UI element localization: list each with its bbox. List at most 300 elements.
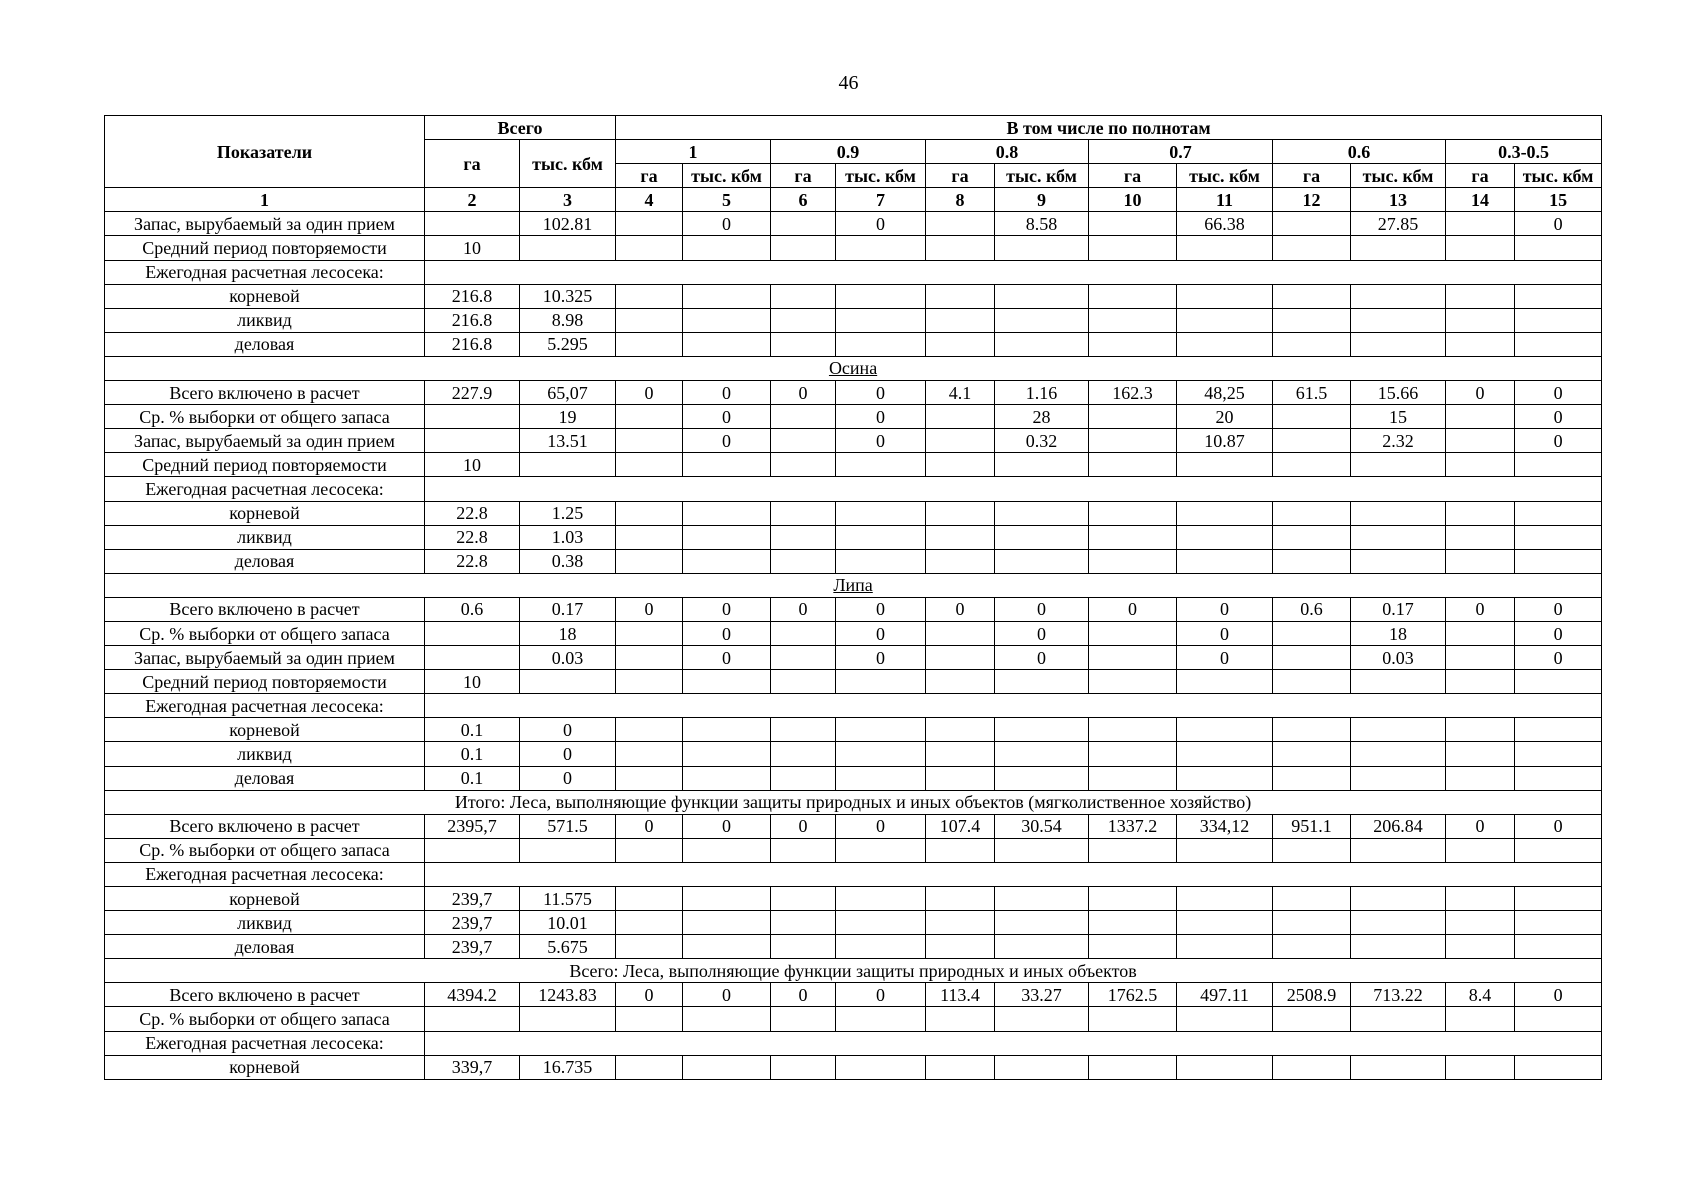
column-number-cell: 2 <box>425 188 520 212</box>
table-cell: 33.27 <box>995 983 1089 1007</box>
section-title <box>105 356 1602 380</box>
table-cell: 27.85 <box>1351 212 1446 236</box>
table-cell <box>1351 718 1446 742</box>
table-row <box>105 260 1602 284</box>
table-cell <box>1089 621 1177 645</box>
table-cell: 113.4 <box>926 983 995 1007</box>
table-cell: 206.84 <box>1351 814 1446 838</box>
table-cell <box>1089 501 1177 525</box>
table-cell <box>995 911 1089 935</box>
table-cell: 10 <box>425 236 520 260</box>
table-cell: 0 <box>1515 646 1602 670</box>
table-cell <box>836 766 926 790</box>
table-cell <box>1446 911 1515 935</box>
table-cell <box>1273 670 1351 694</box>
table-header <box>105 116 1602 188</box>
table-cell <box>683 911 771 935</box>
table-cell <box>616 549 683 573</box>
table-cell: 0.32 <box>995 429 1089 453</box>
table-cell <box>1446 670 1515 694</box>
table-cell <box>771 525 836 549</box>
table-cell <box>1515 1055 1602 1079</box>
header-density: 1 <box>616 140 771 164</box>
header-indicators: Показатели <box>105 116 425 188</box>
table-cell <box>995 525 1089 549</box>
table-cell <box>1446 742 1515 766</box>
table-cell <box>616 742 683 766</box>
row-label: корневой <box>105 718 425 742</box>
table-cell <box>1515 935 1602 959</box>
table-cell <box>926 549 995 573</box>
table-cell <box>1177 525 1273 549</box>
table-cell <box>1351 501 1446 525</box>
row-label: Ежегодная расчетная лесосека: <box>105 477 425 501</box>
table-cell <box>1446 212 1515 236</box>
table-cell <box>1177 887 1273 911</box>
table-cell <box>836 549 926 573</box>
table-cell <box>683 935 771 959</box>
table-cell: 0 <box>683 429 771 453</box>
table-cell <box>926 332 995 356</box>
table-cell: 15.66 <box>1351 381 1446 405</box>
table-cell <box>1351 453 1446 477</box>
table-cell <box>520 236 616 260</box>
table-row <box>105 501 1602 525</box>
table-cell <box>683 501 771 525</box>
table-cell <box>1177 332 1273 356</box>
table-cell: 13.51 <box>520 429 616 453</box>
table-cell <box>1446 887 1515 911</box>
table-cell: 22.8 <box>425 549 520 573</box>
table-cell <box>926 405 995 429</box>
table-cell <box>683 1055 771 1079</box>
table-cell: 5.295 <box>520 332 616 356</box>
table-cell <box>425 260 1602 284</box>
table-cell: 239,7 <box>425 887 520 911</box>
table-cell: 0 <box>836 814 926 838</box>
table-cell: 0.1 <box>425 718 520 742</box>
table-cell <box>1177 284 1273 308</box>
table-cell <box>616 766 683 790</box>
table-cell <box>926 1055 995 1079</box>
table-cell <box>836 1007 926 1031</box>
table-cell <box>771 236 836 260</box>
table-cell <box>1446 501 1515 525</box>
table-cell: 48,25 <box>1177 381 1273 405</box>
table-cell <box>1351 236 1446 260</box>
table-cell <box>1446 525 1515 549</box>
section-label: Осина <box>828 358 878 379</box>
table-cell <box>1446 1007 1515 1031</box>
table-cell <box>1273 525 1351 549</box>
header-ha: га <box>616 164 683 188</box>
table-cell <box>1446 621 1515 645</box>
column-number-cell: 1 <box>105 188 425 212</box>
header-density: 0.3-0.5 <box>1446 140 1602 164</box>
table-cell <box>1351 838 1446 862</box>
table-cell: 0 <box>683 597 771 621</box>
table-cell <box>1515 670 1602 694</box>
table-cell <box>1177 501 1273 525</box>
table-cell <box>1515 549 1602 573</box>
section-title <box>105 790 1602 814</box>
column-number-cell: 5 <box>683 188 771 212</box>
table-cell: 0 <box>616 814 683 838</box>
row-label: Средний период повторяемости <box>105 236 425 260</box>
table-cell <box>771 453 836 477</box>
table-cell: 2.32 <box>1351 429 1446 453</box>
table-cell <box>926 429 995 453</box>
table-cell <box>520 670 616 694</box>
table-cell <box>683 766 771 790</box>
column-number-cell: 4 <box>616 188 683 212</box>
table-cell <box>1273 621 1351 645</box>
row-label: ликвид <box>105 525 425 549</box>
table-cell <box>926 1007 995 1031</box>
table-cell: 2395,7 <box>425 814 520 838</box>
section-row <box>105 959 1602 983</box>
table-cell <box>616 1007 683 1031</box>
table-row <box>105 332 1602 356</box>
table-cell <box>1351 525 1446 549</box>
table-cell: 61.5 <box>1273 381 1351 405</box>
table-cell <box>1515 838 1602 862</box>
table-cell <box>425 621 520 645</box>
table-cell: 0.17 <box>1351 597 1446 621</box>
table-row <box>105 308 1602 332</box>
table-cell: 0 <box>926 597 995 621</box>
table-cell <box>1089 308 1177 332</box>
column-number-cell: 15 <box>1515 188 1602 212</box>
table-row <box>105 597 1602 621</box>
table-cell <box>1446 766 1515 790</box>
table-cell <box>616 332 683 356</box>
table-cell <box>1089 1055 1177 1079</box>
column-number-cell: 11 <box>1177 188 1273 212</box>
table-cell <box>995 838 1089 862</box>
table-cell <box>683 887 771 911</box>
table-cell: 0 <box>616 983 683 1007</box>
table-cell: 0 <box>1177 621 1273 645</box>
table-cell: 0.38 <box>520 549 616 573</box>
row-label: Всего включено в расчет <box>105 381 425 405</box>
table-cell <box>771 284 836 308</box>
table-cell <box>771 501 836 525</box>
table-cell <box>425 646 520 670</box>
table-cell: 571.5 <box>520 814 616 838</box>
table-cell: 0.1 <box>425 742 520 766</box>
table-cell: 0 <box>683 983 771 1007</box>
table-cell <box>1089 646 1177 670</box>
table-cell: 713.22 <box>1351 983 1446 1007</box>
table-cell <box>1515 308 1602 332</box>
table-cell <box>1089 838 1177 862</box>
table-cell <box>1273 718 1351 742</box>
table-cell <box>616 670 683 694</box>
row-label: ликвид <box>105 308 425 332</box>
table-cell: 10.01 <box>520 911 616 935</box>
table-cell <box>926 501 995 525</box>
table-cell <box>1089 670 1177 694</box>
table-cell <box>771 935 836 959</box>
table-cell <box>1089 887 1177 911</box>
table-cell <box>1089 212 1177 236</box>
table-cell <box>1515 887 1602 911</box>
table-cell <box>1273 742 1351 766</box>
table-cell <box>1089 405 1177 429</box>
table-row <box>105 236 1602 260</box>
table-cell <box>1515 236 1602 260</box>
table-cell <box>1351 1007 1446 1031</box>
table-cell <box>1351 284 1446 308</box>
table-cell <box>683 453 771 477</box>
table-cell <box>1351 670 1446 694</box>
table-cell <box>1273 911 1351 935</box>
table-cell <box>1089 718 1177 742</box>
table-cell <box>995 766 1089 790</box>
header-volume: тыс. кбм <box>1515 164 1602 188</box>
table-cell <box>771 838 836 862</box>
table-cell <box>683 284 771 308</box>
table-cell: 0 <box>683 814 771 838</box>
table-row <box>105 381 1602 405</box>
table-cell <box>836 332 926 356</box>
table-cell <box>1273 838 1351 862</box>
table-cell: 0 <box>683 646 771 670</box>
table-cell <box>1089 284 1177 308</box>
table-cell: 497.11 <box>1177 983 1273 1007</box>
table-cell: 20 <box>1177 405 1273 429</box>
table-cell: 0 <box>683 621 771 645</box>
row-label: Ежегодная расчетная лесосека: <box>105 862 425 886</box>
table-cell: 0 <box>836 597 926 621</box>
table-cell: 0 <box>836 646 926 670</box>
table-cell <box>520 838 616 862</box>
table-cell: 22.8 <box>425 525 520 549</box>
table-row <box>105 621 1602 645</box>
table-cell: 0 <box>995 597 1089 621</box>
column-number-cell: 3 <box>520 188 616 212</box>
table-cell: 0 <box>995 621 1089 645</box>
table-cell <box>683 236 771 260</box>
table-cell <box>1446 718 1515 742</box>
table-cell <box>1089 332 1177 356</box>
table-cell <box>926 646 995 670</box>
table-cell <box>1089 525 1177 549</box>
table-cell: 0 <box>1446 381 1515 405</box>
table-cell: 227.9 <box>425 381 520 405</box>
table-cell <box>926 621 995 645</box>
section-label: Итого: Леса, выполняющие функции защиты природных и иных объектов (мягколиственное хозяйство) <box>454 792 1252 813</box>
table-row <box>105 1031 1602 1055</box>
table-cell <box>1177 670 1273 694</box>
table-cell <box>1515 911 1602 935</box>
table-row <box>105 549 1602 573</box>
table-cell: 0.03 <box>1351 646 1446 670</box>
row-label: корневой <box>105 887 425 911</box>
table-cell: 0.03 <box>520 646 616 670</box>
table-cell: 0 <box>1515 621 1602 645</box>
header-density: 0.8 <box>926 140 1089 164</box>
table-cell <box>1177 838 1273 862</box>
column-number-cell: 14 <box>1446 188 1515 212</box>
row-label: Всего включено в расчет <box>105 597 425 621</box>
table-cell: 0 <box>836 405 926 429</box>
table-cell <box>771 308 836 332</box>
table-cell <box>926 742 995 766</box>
section-title <box>105 959 1602 983</box>
table-cell <box>1273 549 1351 573</box>
table-cell: 0 <box>836 381 926 405</box>
table-cell <box>1351 742 1446 766</box>
table-cell <box>616 212 683 236</box>
table-cell: 1243.83 <box>520 983 616 1007</box>
table-cell <box>1177 549 1273 573</box>
table-cell: 0 <box>1515 983 1602 1007</box>
table-cell <box>1351 911 1446 935</box>
row-label: ликвид <box>105 911 425 935</box>
table-cell <box>683 718 771 742</box>
table-cell <box>616 308 683 332</box>
table-cell <box>836 935 926 959</box>
table-cell <box>995 742 1089 766</box>
table-cell <box>995 718 1089 742</box>
header-density: 0.7 <box>1089 140 1273 164</box>
table-cell <box>1273 887 1351 911</box>
table-cell: 0 <box>683 212 771 236</box>
table-cell <box>1515 525 1602 549</box>
table-cell <box>1273 236 1351 260</box>
table-cell <box>995 887 1089 911</box>
row-label: деловая <box>105 766 425 790</box>
table-cell <box>995 453 1089 477</box>
table-cell <box>1273 284 1351 308</box>
table-cell <box>1273 332 1351 356</box>
table-row <box>105 429 1602 453</box>
table-cell <box>1446 549 1515 573</box>
table-cell <box>425 429 520 453</box>
table-cell: 0 <box>1515 429 1602 453</box>
header-by-density: В том числе по полнотам <box>616 116 1602 140</box>
table-cell <box>1273 429 1351 453</box>
table-cell <box>616 887 683 911</box>
table-cell <box>926 838 995 862</box>
table-cell: 10.87 <box>1177 429 1273 453</box>
table-cell <box>1273 308 1351 332</box>
section-title <box>105 573 1602 597</box>
table-body <box>105 212 1602 1079</box>
table-cell <box>771 766 836 790</box>
table-cell <box>926 766 995 790</box>
table-cell <box>926 236 995 260</box>
table-cell: 8.58 <box>995 212 1089 236</box>
table-cell: 0 <box>616 597 683 621</box>
table-cell <box>1446 453 1515 477</box>
column-number-cell: 7 <box>836 188 926 212</box>
row-label: Ежегодная расчетная лесосека: <box>105 694 425 718</box>
table-cell: 10 <box>425 453 520 477</box>
table-cell <box>836 887 926 911</box>
table-cell: 8.4 <box>1446 983 1515 1007</box>
section-label: Всего: Леса, выполняющие функции защиты природных и иных объектов <box>569 960 1137 981</box>
table-cell <box>1446 332 1515 356</box>
table-cell <box>425 694 1602 718</box>
table-cell: 66.38 <box>1177 212 1273 236</box>
header-ha: га <box>1089 164 1177 188</box>
table-cell <box>836 308 926 332</box>
table-cell <box>836 501 926 525</box>
table-row <box>105 718 1602 742</box>
section-row <box>105 573 1602 597</box>
table-cell: 10 <box>425 670 520 694</box>
table-cell: 162.3 <box>1089 381 1177 405</box>
table-cell: 0 <box>1177 597 1273 621</box>
table-cell <box>1177 308 1273 332</box>
table-cell: 0 <box>771 597 836 621</box>
header-ha: га <box>1446 164 1515 188</box>
table-row <box>105 911 1602 935</box>
column-number-cell: 10 <box>1089 188 1177 212</box>
table-cell <box>771 887 836 911</box>
table-cell <box>1273 212 1351 236</box>
table-cell: 216.8 <box>425 284 520 308</box>
table-cell <box>836 525 926 549</box>
table-cell <box>616 646 683 670</box>
table-cell <box>836 742 926 766</box>
row-label: деловая <box>105 332 425 356</box>
table-cell: 11.575 <box>520 887 616 911</box>
table-cell <box>1273 935 1351 959</box>
table-cell <box>1177 1055 1273 1079</box>
table-cell <box>616 405 683 429</box>
table-cell: 0 <box>836 621 926 645</box>
table-cell <box>836 718 926 742</box>
table-row <box>105 646 1602 670</box>
table-cell: 0.1 <box>425 766 520 790</box>
table-cell: 4394.2 <box>425 983 520 1007</box>
table-cell: 28 <box>995 405 1089 429</box>
header-ha: га <box>771 164 836 188</box>
table-cell <box>1089 453 1177 477</box>
table-cell <box>1177 718 1273 742</box>
table-cell <box>771 212 836 236</box>
table-cell <box>616 284 683 308</box>
table-cell <box>926 453 995 477</box>
column-numbers-row <box>105 188 1602 212</box>
table-cell: 0 <box>771 983 836 1007</box>
table-cell <box>995 308 1089 332</box>
table-row <box>105 525 1602 549</box>
header-density: 0.9 <box>771 140 926 164</box>
table-cell <box>616 429 683 453</box>
column-number-cell: 6 <box>771 188 836 212</box>
table-cell <box>771 1055 836 1079</box>
row-label: Ср. % выборки от общего запаса <box>105 1007 425 1031</box>
table-cell <box>1351 308 1446 332</box>
table-cell <box>1351 887 1446 911</box>
table-cell <box>926 887 995 911</box>
table-cell <box>1177 911 1273 935</box>
table-cell <box>683 308 771 332</box>
table-cell: 0 <box>520 742 616 766</box>
row-label: корневой <box>105 284 425 308</box>
section-row <box>105 356 1602 380</box>
table-cell <box>771 646 836 670</box>
table-cell <box>683 332 771 356</box>
row-label: Запас, вырубаемый за один прием <box>105 429 425 453</box>
table-cell <box>425 405 520 429</box>
table-cell: 951.1 <box>1273 814 1351 838</box>
